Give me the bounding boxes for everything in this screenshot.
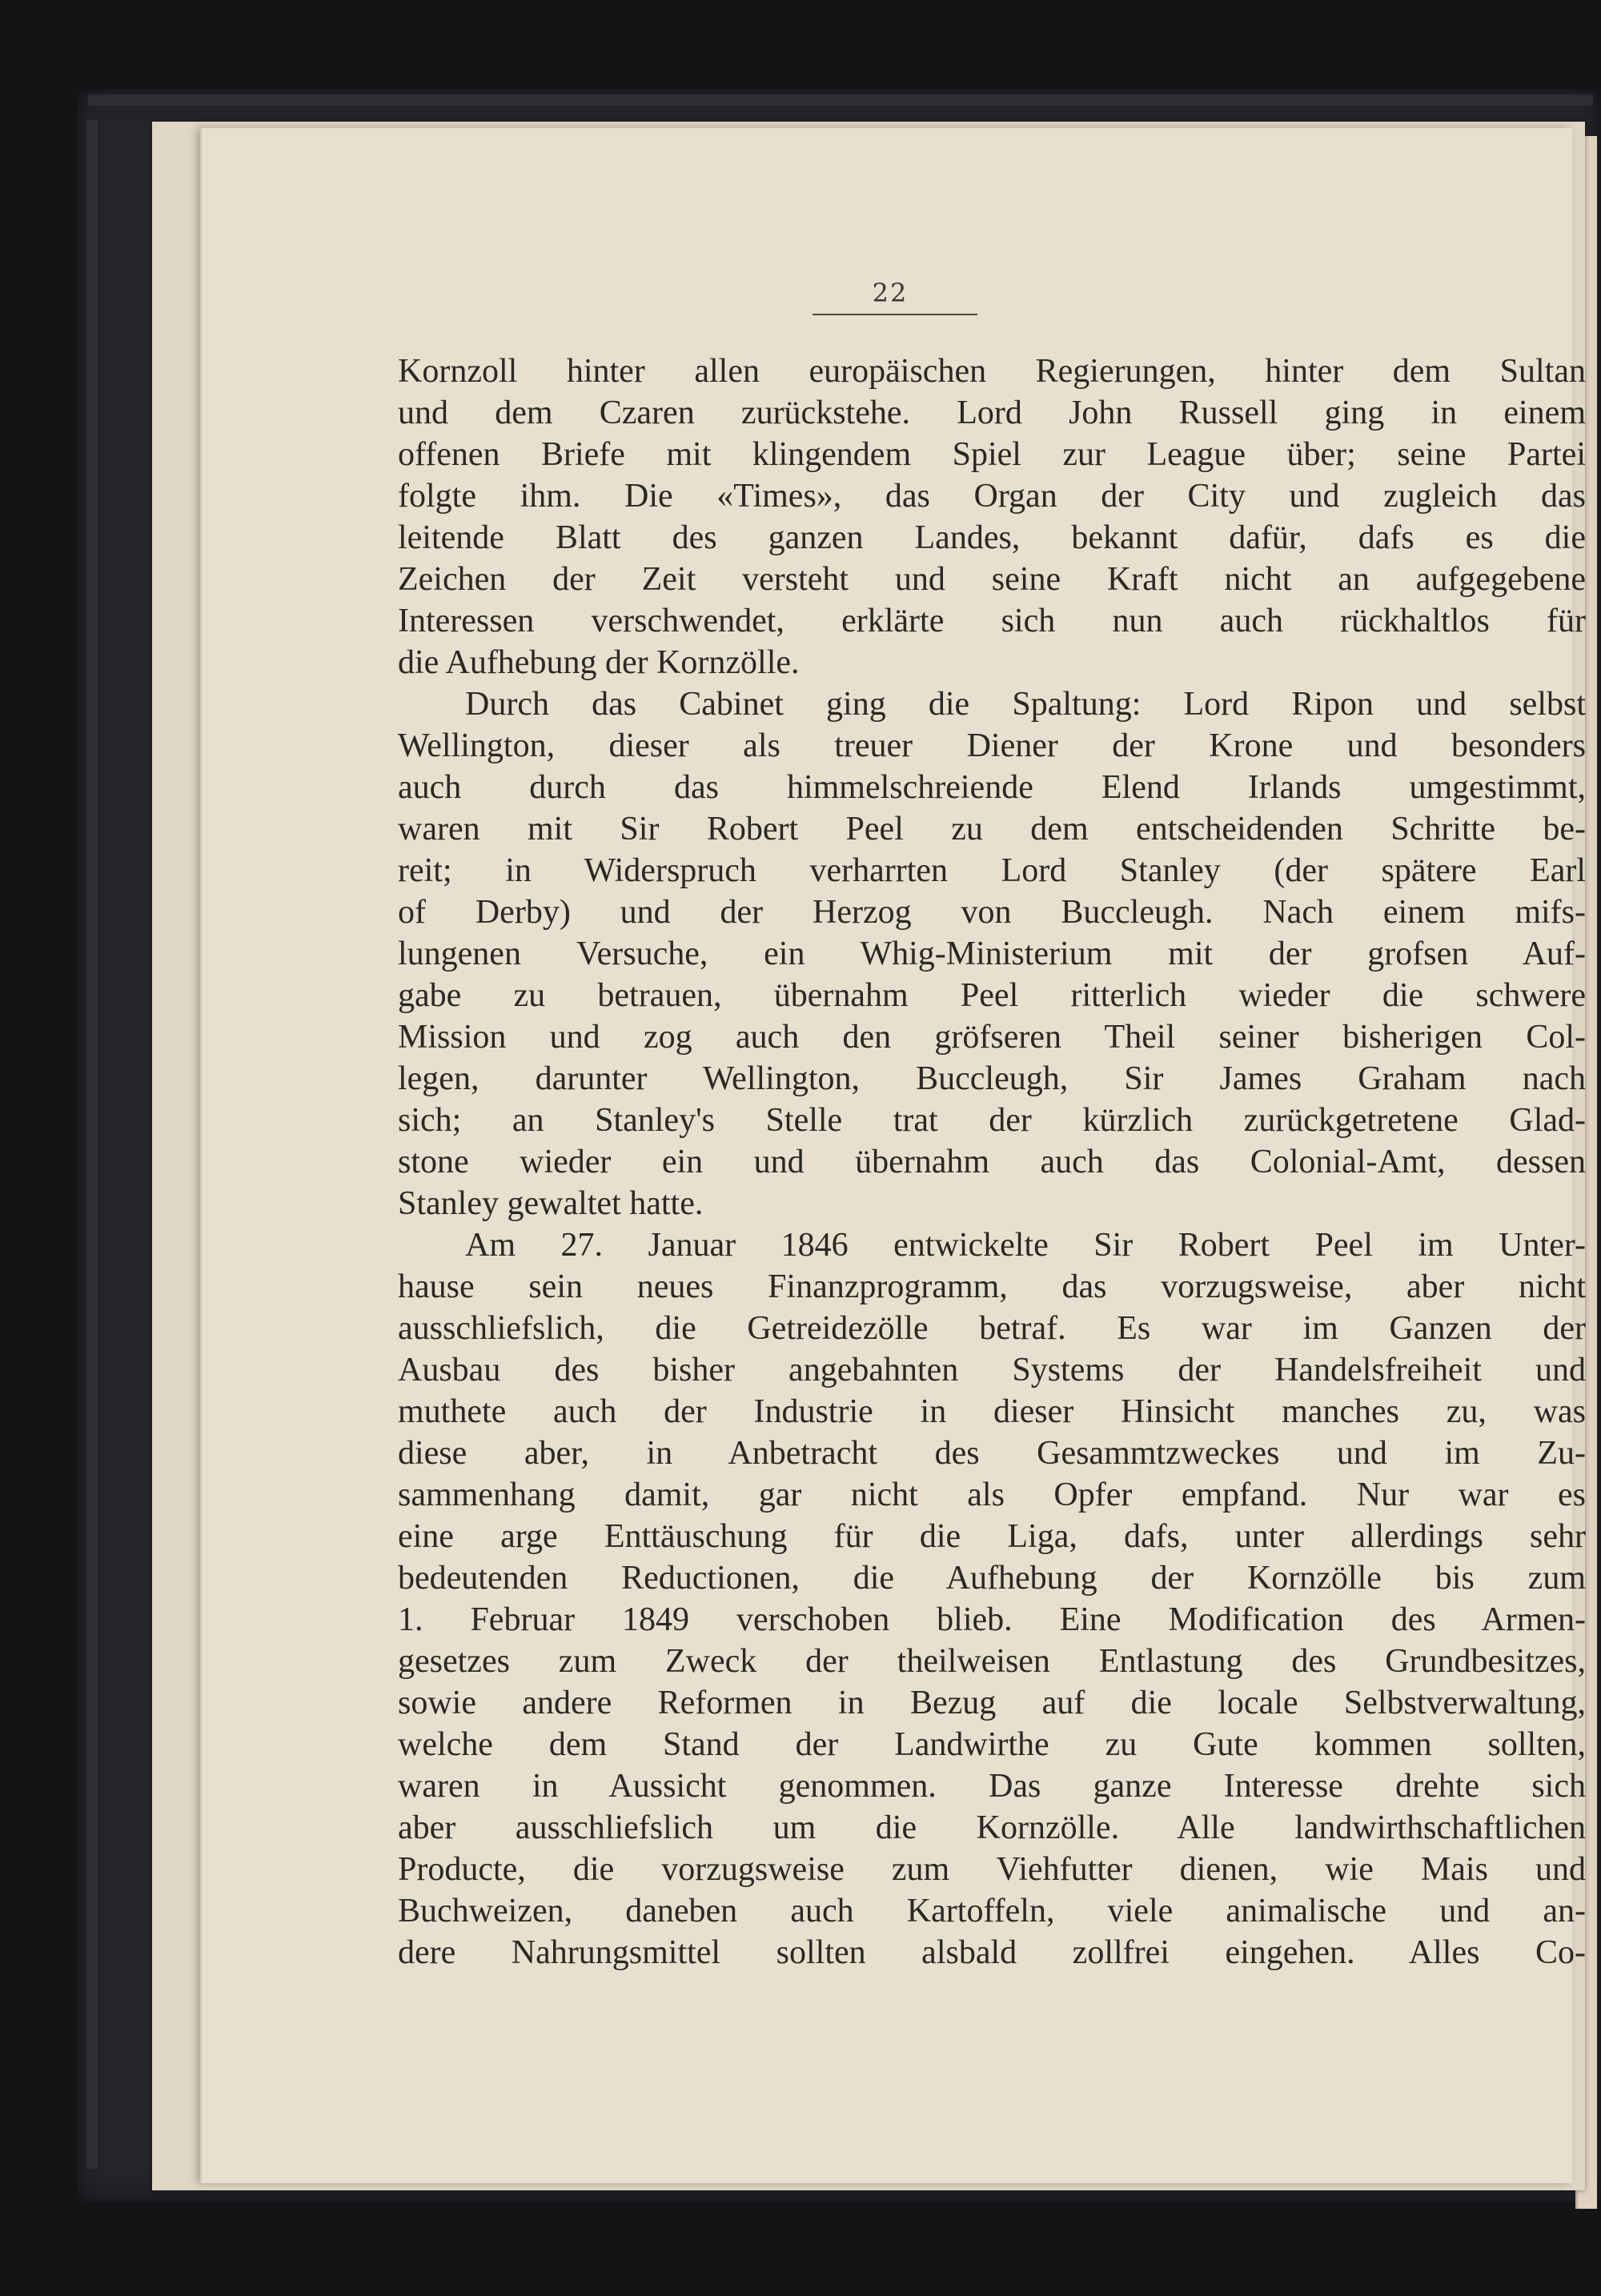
text-line: Buchweizen, daneben auch Kartoffeln, viele animalische und an- bbox=[398, 1893, 1586, 1929]
text-line: Zeichen der Zeit versteht und seine Kraft nicht an aufgegebene bbox=[398, 561, 1586, 598]
text-line: sowie andere Reformen in Bezug auf die locale Selbstverwaltung, bbox=[398, 1685, 1586, 1721]
book-page bbox=[200, 128, 1586, 2183]
cover-top-edge bbox=[88, 94, 1593, 106]
text-line: legen, darunter Wellington, Buccleugh, Sir James Graham nach bbox=[398, 1060, 1586, 1097]
text-line: und dem Czaren zurückstehe. Lord John Russell ging in einem bbox=[398, 395, 1586, 431]
text-line: sich; an Stanley's Stelle trat der kürzlich zurückgetretene Glad- bbox=[398, 1102, 1586, 1139]
text-line: hause sein neues Finanzprogramm, das vorzugsweise, aber nicht bbox=[398, 1268, 1586, 1305]
page-number: 22 bbox=[872, 278, 909, 308]
text-line: gesetzes zum Zweck der theilweisen Entlastung des Grundbesitzes, bbox=[398, 1643, 1586, 1680]
text-line: waren mit Sir Robert Peel zu dem entscheidenden Schritte be- bbox=[398, 811, 1586, 847]
text-line: reit; in Widerspruch verharrten Lord Stanley (der spätere Earl bbox=[398, 852, 1586, 889]
text-line: bedeutenden Reductionen, die Aufhebung der Kornzölle bis zum bbox=[398, 1560, 1586, 1597]
text-line: muthete auch der Industrie in dieser Hinsicht manches zu, was bbox=[398, 1393, 1586, 1430]
cover-left-edge bbox=[86, 120, 98, 2169]
text-line: die Aufhebung der Kornzölle. bbox=[398, 644, 800, 681]
text-line: Wellington, dieser als treuer Diener der Krone und besonders bbox=[398, 727, 1586, 764]
text-line: leitende Blatt des ganzen Landes, bekannt dafür, dafs es die bbox=[398, 519, 1586, 556]
text-line: Kornzoll hinter allen europäischen Regierungen, hinter dem Sultan bbox=[398, 353, 1586, 390]
text-line: welche dem Stand der Landwirthe zu Gute kommen sollten, bbox=[398, 1726, 1586, 1763]
text-line: eine arge Enttäuschung für die Liga, dafs, unter allerdings sehr bbox=[398, 1518, 1586, 1555]
text-line: lungenen Versuche, ein Whig-Ministerium mit der grofsen Auf- bbox=[398, 936, 1586, 972]
page-number-rule bbox=[813, 314, 977, 315]
text-line: sammenhang damit, gar nicht als Opfer empfand. Nur war es bbox=[398, 1477, 1586, 1513]
text-line: Am 27. Januar 1846 entwickelte Sir Robert Peel im Unter- bbox=[465, 1227, 1586, 1264]
text-line: Stanley gewaltet hatte. bbox=[398, 1185, 704, 1222]
paragraph bbox=[398, 351, 1586, 683]
text-line: gabe zu betrauen, übernahm Peel ritterlich wieder die schwere bbox=[398, 977, 1586, 1014]
text-line: Interessen verschwendet, erklärte sich nun auch rückhaltlos für bbox=[398, 603, 1586, 639]
text-line: ausschliefslich, die Getreidezölle betraf. Es war im Ganzen der bbox=[398, 1310, 1586, 1347]
paragraph bbox=[398, 1224, 1586, 1973]
text-line: dere Nahrungsmittel sollten alsbald zollfrei eingehen. Alles Co- bbox=[398, 1934, 1586, 1971]
text-line: of Derby) und der Herzog von Buccleugh. Nach einem mifs- bbox=[398, 894, 1586, 931]
text-line: 1. Februar 1849 verschoben blieb. Eine Modification des Armen- bbox=[398, 1601, 1586, 1638]
text-line: Durch das Cabinet ging die Spaltung: Lord Ripon und selbst bbox=[465, 686, 1586, 723]
text-line: auch durch das himmelschreiende Elend Irlands umgestimmt, bbox=[398, 769, 1586, 806]
text-line: waren in Aussicht genommen. Das ganze Interesse drehte sich bbox=[398, 1768, 1586, 1805]
text-line: Producte, die vorzugsweise zum Viehfutter dienen, wie Mais und bbox=[398, 1851, 1586, 1888]
text-line: Ausbau des bisher angebahnten Systems der Handelsfreiheit und bbox=[398, 1352, 1586, 1388]
text-line: Mission und zog auch den gröfseren Theil seiner bisherigen Col- bbox=[398, 1019, 1586, 1056]
paragraph bbox=[398, 683, 1586, 1224]
text-line: diese aber, in Anbetracht des Gesammtzweckes und im Zu- bbox=[398, 1435, 1586, 1472]
text-line: stone wieder ein und übernahm auch das Colonial-Amt, dessen bbox=[398, 1144, 1586, 1180]
text-line: offenen Briefe mit klingendem Spiel zur League über; seine Partei bbox=[398, 436, 1586, 473]
text-line: folgte ihm. Die «Times», das Organ der City und zugleich das bbox=[398, 478, 1586, 515]
body-text bbox=[398, 351, 1586, 1973]
text-line: aber ausschliefslich um die Kornzölle. Alle landwirthschaftlichen bbox=[398, 1809, 1586, 1846]
